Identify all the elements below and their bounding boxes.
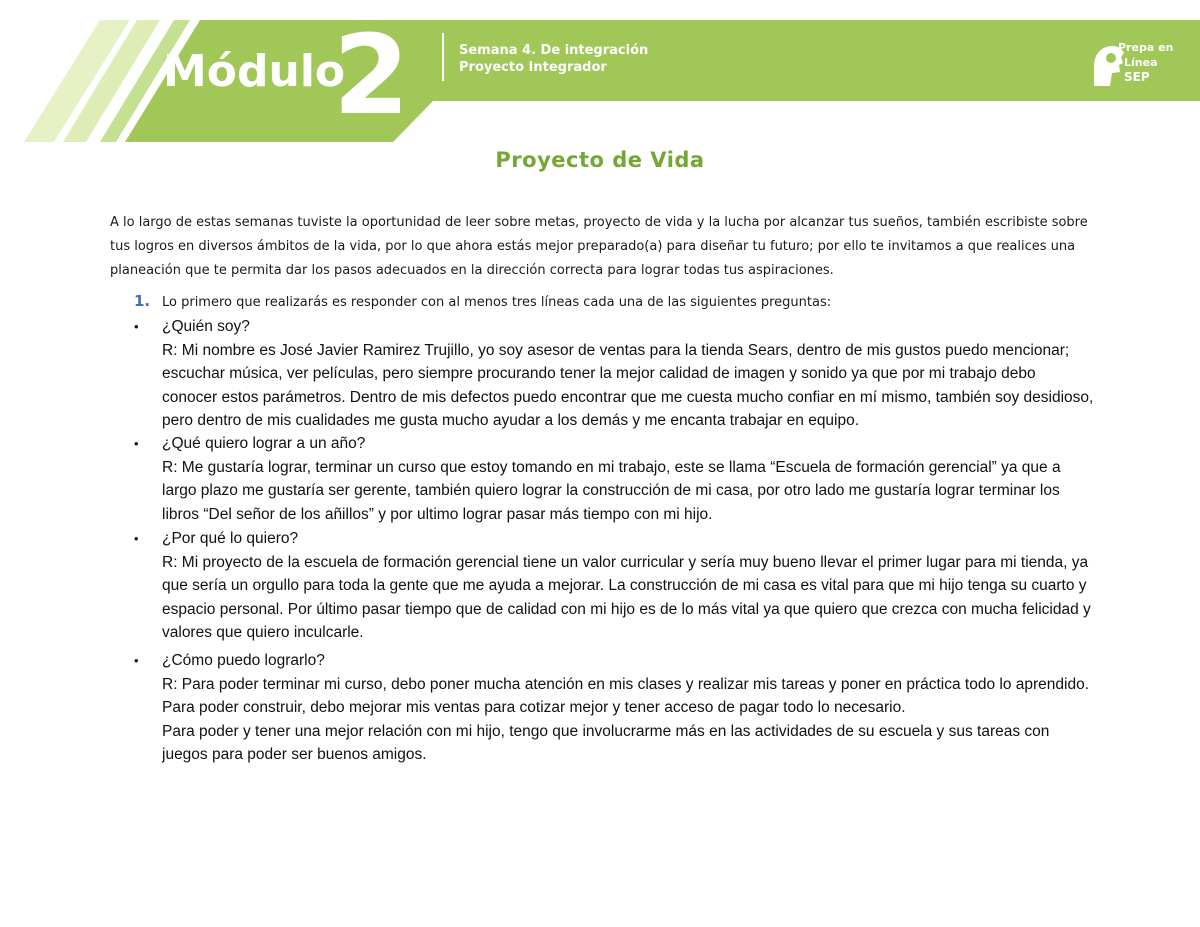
numbered-step [134,289,1094,315]
answer-text: R: Me gustaría lograr, terminar un curso que estoy tomando en mi trabajo, este se llama “Escuela de formación gerencial” ya que a largo plazo me gustaría ser gerente, también quiero lograr la construcción de mi casa, por otro lado me gustaría lograr terminar los libros “Del señor de los añillos” y por ultimo lograr pasar más tiempo con mi hijo. [162,458,1061,523]
prepa-en-linea-logo [1088,36,1174,90]
question-item-por-que-lo-quiero [134,527,1094,645]
step-number: 1. [134,292,151,310]
step-text: Lo primero que realizarás es responder con al menos tres líneas cada una de las siguientes preguntas: [162,295,832,310]
module-word: Módulo [163,46,346,97]
header-subtitle [459,42,648,76]
logo-line-3: SEP [1124,70,1150,84]
question-item-que-quiero-lograr [134,432,1094,526]
answer-text: R: Mi proyecto de la escuela de formación gerencial tiene un valor curricular y sería muy bueno llevar el primer lugar para mi tienda, ya que sería un orgullo para toda la gente que me ayuda a mejorar. La construcción de mi casa es vital para que mi hijo tenga su cuarto y espacio personal. Por último pasar tiempo que de calidad con mi hijo es de lo más vital ya que quiero que crezca con mucha felicidad y valores que quiero inculcarle. [162,553,1091,641]
question-text: ¿Por qué lo quiero? [162,530,299,547]
question-text: ¿Qué quiero lograr a un año? [162,435,366,452]
answer-text: R: Mi nombre es José Javier Ramirez Trujillo, yo soy asesor de ventas para la tienda Sears, dentro de mis gustos puedo mencionar; escuchar música, ver películas, pero siempre procurando tener la mejor calidad de imagen y sonido ya que por mi trabajo debo conocer estos parámetros. Dentro de mis defectos puedo encontrar que me cuesta mucho confiar en mí mismo, también soy desidioso, pero dentro de mis cualidades me gusta mucho ayudar a los demás y me encanta trabajar en equipo. [162,341,1094,429]
bullet-marker: • [134,436,139,451]
document-title: Proyecto de Vida [495,148,705,172]
bullet-marker: • [134,531,139,546]
question-text: ¿Quién soy? [162,318,250,335]
question-text: ¿Cómo puedo lograrlo? [162,652,325,669]
header-divider [442,33,444,81]
answer-text-extra: Para poder y tener una mejor relación con mi hijo, tengo que involucrarme más en las actividades de su escuela y sus tareas con juegos para poder ser buenos amigos. [162,722,1050,763]
question-item-quien-soy [134,315,1094,433]
week-line: Semana 4. De integración [459,43,649,58]
bullet-marker: • [134,319,139,334]
bullet-marker: • [134,653,139,668]
logo-line-2: Línea [1124,56,1158,69]
logo-line-1: Prepa en [1118,41,1174,54]
question-item-como-puedo-lograrlo [134,649,1094,767]
answer-text: R: Para poder terminar mi curso, debo poner mucha atención en mis clases y realizar mis tareas y poner en práctica todo lo aprendido. Para poder construir, debo mejorar mis ventas para cotizar mejor y tener acceso de pagar todo lo necesario. [162,675,1090,716]
module-number: 2 [333,11,410,139]
project-line: Proyecto Integrador [459,60,607,75]
intro-paragraph: A lo largo de estas semanas tuviste la oportunidad de leer sobre metas, proyecto de vida y la lucha por alcanzar tus sueños, también escribiste sobre tus logros en diversos ámbitos de la vida, por lo que ahora estás mejor preparado(a) para diseñar tu futuro; por ello te invitamos a que realices una planeación que te permita dar los pasos adecuados en la dirección correcta para lograr todas tus aspiraciones. [110,215,1088,278]
